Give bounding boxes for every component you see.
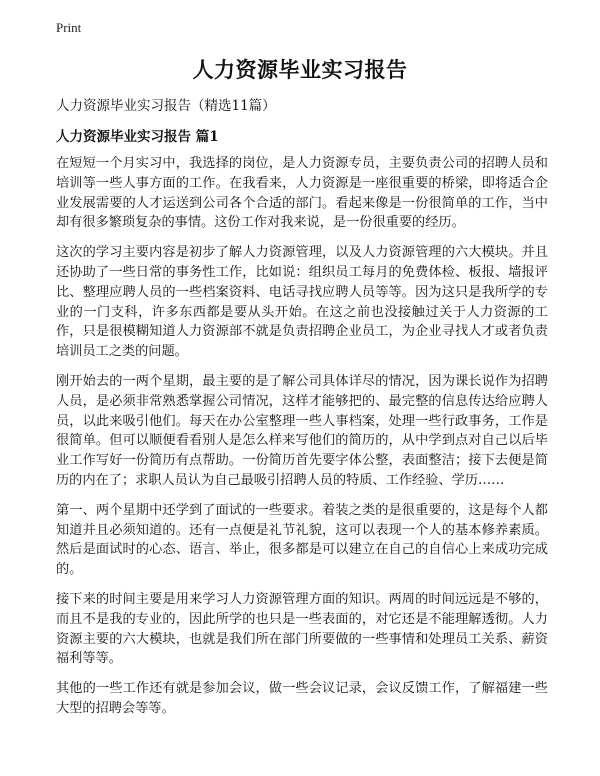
paragraph-5: 接下来的时间主要是用来学习人力资源管理方面的知识。两周的时间远远是不够的，而且不是我的专业的，因此所学的也只是一些表面的，对它还是不能理解透彻。人力资源主要的六大模块，也就是我们所在部门所要做的一些事情和处理员工关系、薪资福利等等。 bbox=[56, 591, 548, 667]
paragraph-3: 刚开始去的一两个星期，最主要的是了解公司具体详尽的情况，因为课长说作为招聘人员，是必须非常熟悉掌握公司情况，这样才能够把的、最完整的信息传达给应聘人员，以此来吸引他们。每天在办公室整理一些人事档案，处理一些行政事务，工作是很简单。但可以顺便看看别人是怎么样来写他们的简历的，从中学到点对自己以后毕业工作写好一份简历有点帮助。一份简历首先要字体公整，表面整洁；接下去便是简历的内在了；求职人员认为自己最吸引招聘人员的特质、工作经验、学历…… bbox=[56, 373, 548, 488]
article-body bbox=[56, 154, 548, 729]
document-subtitle: 人力资源毕业实习报告（精选11篇） bbox=[56, 98, 276, 114]
paragraph-1: 在短短一个月实习中，我选择的岗位，是人力资源专员，主要负责公司的招聘人员和培训等一些人事方面的工作。在我看来，人力资源是一座很重要的桥梁，即将适合企业发展需要的人才运送到公司各个合适的部门。看起来像是一份很简单的工作，当中却有很多繁琐复杂的事情。这份工作对我来说，是一份很重要的经历。 bbox=[56, 156, 548, 231]
paragraph-4: 第一、两个星期中还学到了面试的一些要求。着装之类的是很重要的，这是每个人都知道并且必须知道的。还有一点便是礼节礼貌，这可以表现一个人的基本修养素质。然后是面试时的心态、语言、举止，很多都是可以建立在自己的自信心上来成功完成的。 bbox=[56, 502, 548, 578]
page-title: 人力资源毕业实习报告 bbox=[192, 57, 408, 82]
paragraph-6: 其他的一些工作还有就是参加会议，做一些会议记录，会议反馈工作，了解福建一些大型的招聘会等等。 bbox=[56, 681, 548, 716]
section-heading: 人力资源毕业实习报告 篇1 bbox=[56, 129, 219, 145]
paragraph-2: 这次的学习主要内容是初步了解人力资源管理，以及人力资源管理的六大模块。并且还协助了一些日常的事务性工作，比如说：组织员工每月的免费体检、板报、墙报评比、整理应聘人员的一些档案资料、电话寻找应聘人员等等。因为这只是我所学的专业的一门支科，许多东西都是要从头开始。在这之前也没接触过关于人力资源的工作，只是很模糊知道人力资源部不就是负责招聘企业员工，为企业寻找人才或者负责培训员工之类的问题。 bbox=[56, 245, 548, 360]
print-link[interactable]: Print bbox=[56, 20, 82, 35]
